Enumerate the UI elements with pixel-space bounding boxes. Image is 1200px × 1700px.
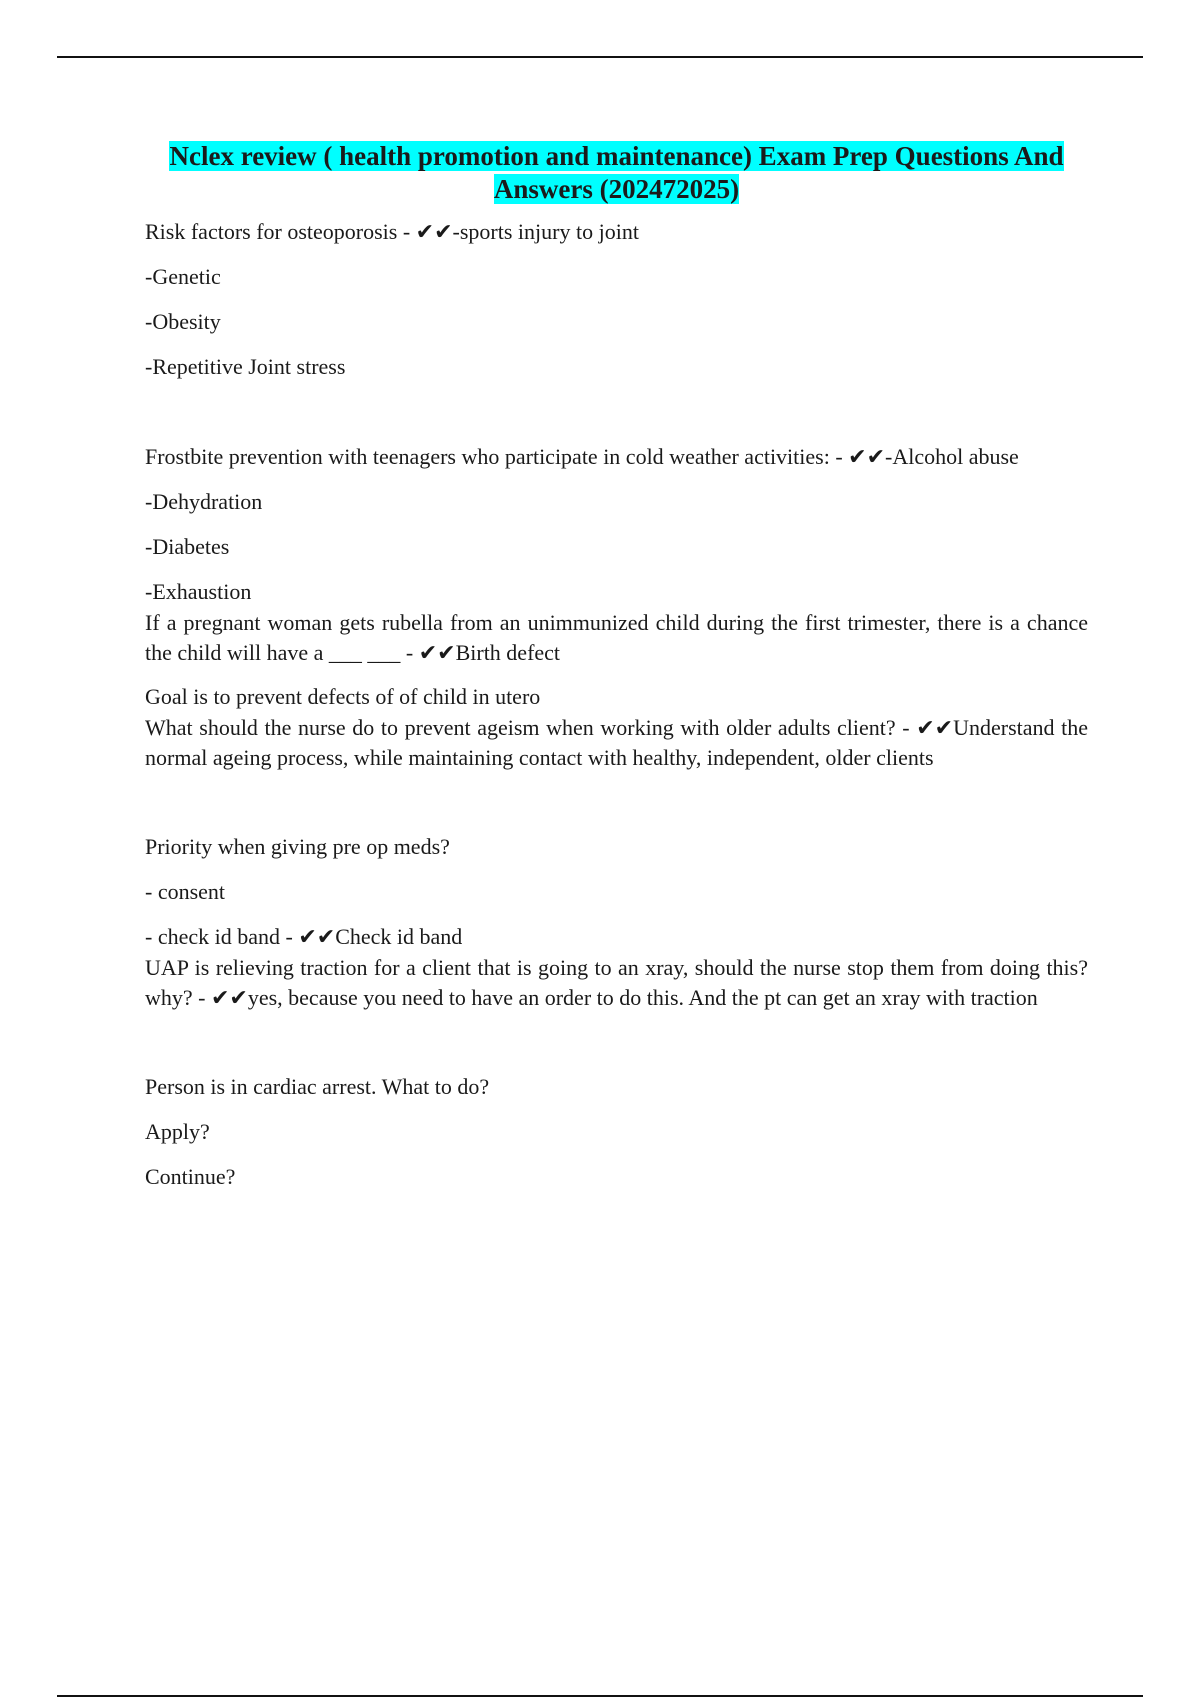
question-line: UAP is relieving traction for a client that is going to an xray, should the nurse stop them from doing this?why? - ✔✔yes, because you need to have an order to do this. And the pt can get an xray with traction xyxy=(145,955,1088,1010)
question-line: If a pregnant woman gets rubella from an unimmunized child during the first trimester, there is a chance the child will have a ___ ___ - ✔✔Birth defect xyxy=(145,610,1088,665)
answer-line: -Dehydration xyxy=(145,489,263,514)
document-title xyxy=(145,140,1088,206)
qa-item-osteoporosis xyxy=(145,216,1088,383)
answer-line: Goal is to prevent defects of of child in utero xyxy=(145,684,541,709)
question-line: Risk factors for osteoporosis - ✔✔-sports injury to joint xyxy=(145,219,639,244)
qa-item-traction xyxy=(145,953,1088,1013)
qa-item-cardiac-arrest xyxy=(145,1071,1088,1193)
qa-item-preop-meds xyxy=(145,831,1088,953)
header-rule xyxy=(57,56,1143,58)
qa-item-ageism xyxy=(145,713,1088,773)
title-highlight: Nclex review ( health promotion and maintenance) Exam Prep Questions And Answers (202472025) xyxy=(169,141,1064,204)
answer-line: -Obesity xyxy=(145,309,221,334)
question-line: Person is in cardiac arrest. What to do? xyxy=(145,1074,490,1099)
question-line: Frostbite prevention with teenagers who participate in cold weather activities: - ✔✔-Alcohol abuse xyxy=(145,444,1019,469)
qa-item-rubella xyxy=(145,608,1088,713)
question-line: Priority when giving pre op meds? xyxy=(145,834,450,859)
answer-line: - check id band - ✔✔Check id band xyxy=(145,924,463,949)
answer-line: -Genetic xyxy=(145,264,221,289)
answer-line: - consent xyxy=(145,879,226,904)
answer-line: -Repetitive Joint stress xyxy=(145,354,346,379)
footer-rule xyxy=(57,1695,1143,1697)
answer-line: Continue? xyxy=(145,1164,236,1189)
answer-line: Apply? xyxy=(145,1119,210,1144)
answer-line: -Diabetes xyxy=(145,534,230,559)
qa-item-frostbite xyxy=(145,441,1088,608)
answer-line: -Exhaustion xyxy=(145,579,252,604)
question-line: What should the nurse do to prevent ageism when working with older adults client? - ✔✔Understand the normal ageing process, while maintaining contact with healthy, independent, older clients xyxy=(145,715,1088,770)
document-body xyxy=(145,140,1088,1193)
